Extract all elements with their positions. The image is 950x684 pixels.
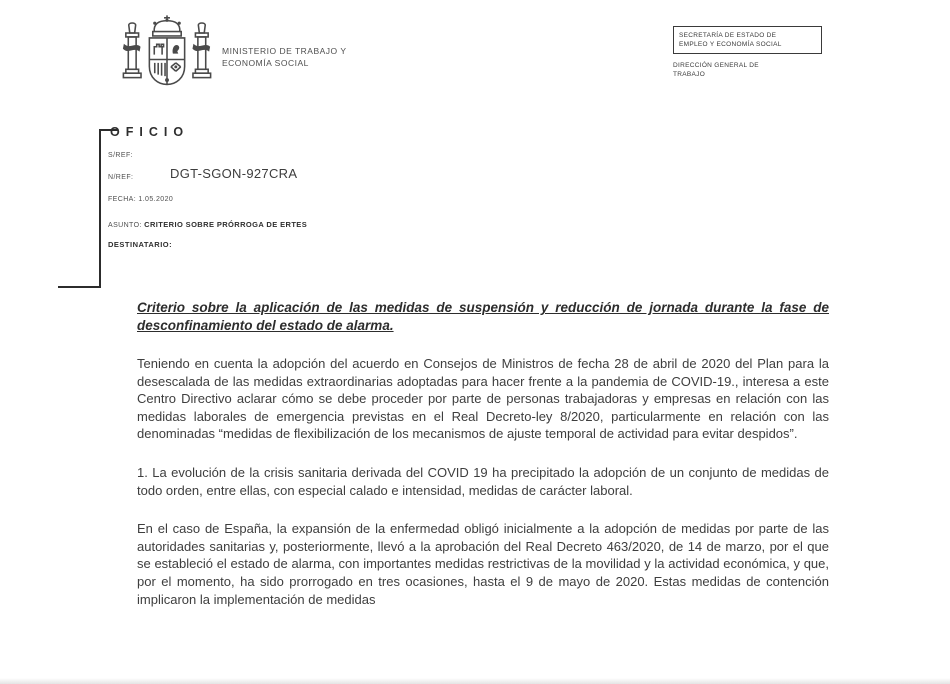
reference-bracket-line <box>55 122 125 299</box>
nref-label: N/REF: <box>108 174 134 181</box>
page-cutoff-shade <box>0 678 950 684</box>
spain-coat-of-arms-icon <box>118 11 216 111</box>
destinatario-label: DESTINATARIO: <box>108 240 173 249</box>
sref-label: S/REF: <box>108 152 133 159</box>
direccion-line1: DIRECCIÓN GENERAL DE <box>673 62 759 69</box>
paragraph-1: Teniendo en cuenta la adopción del acuerdo en Consejos de Ministros de fecha 28 de abril de 2020 del Plan para la desescalada de las medidas extraordinarias adoptadas para hacer frente a la pandemia de COVID-19., interesa a este Centro Directivo aclarar cómo se debe proceder por parte de personas trabajadoras y empresas en relación con las medidas laborales de emergencia previstas en el Real Decreto-ley 8/2020, particularmente en relación con las denominadas “medidas de flexibilización de los mecanismos de ajuste temporal de actividad para evitar despidos”. <box>137 356 829 442</box>
nref-value: DGT-SGON-927CRA <box>170 166 298 181</box>
document-title: Criterio sobre la aplicación de las medidas de suspensión y reducción de jornada durante la fase de desconfinamiento del estado de alarma. <box>137 300 829 333</box>
direccion-line2: TRABAJO <box>673 71 706 78</box>
asunto-row <box>108 220 307 229</box>
ministry-name <box>222 45 347 69</box>
secretaria-line1: SECRETARÍA DE ESTADO DE <box>679 32 777 39</box>
secretaria-line2: EMPLEO Y ECONOMÍA SOCIAL <box>679 41 782 48</box>
asunto-value: CRITERIO SOBRE PRÓRROGA DE ERTES <box>144 220 308 229</box>
paragraph-2: 1. La evolución de la crisis sanitaria derivada del COVID 19 ha precipitado la adopción de un conjunto de medidas de todo orden, entre ellas, con especial calado e intensidad, medidas de carácter laboral. <box>137 464 829 498</box>
ministry-line1: MINISTERIO DE TRABAJO Y <box>222 46 347 56</box>
direccion-general <box>673 61 759 79</box>
secretaria-estado-box <box>673 26 822 54</box>
paragraph-3: En el caso de España, la expansión de la enfermedad obligó inicialmente a la adopción de medidas por parte de las autoridades sanitarias y, posteriormente, llevó a la aprobación del Real Decreto 463/2020, de 14 de marzo, por el que se estableció el estado de alarma, con importantes medidas restrictivas de la movilidad y la actividad económica, y que, por el momento, ha sido prorrogado en tres ocasiones, hasta el 9 de mayo de 2020. Estas medidas de contención implicaron la implementación de medidas <box>137 521 829 607</box>
oficio-heading: OFICIO <box>110 125 190 139</box>
asunto-label: ASUNTO: <box>108 222 142 229</box>
ministry-line2: ECONOMÍA SOCIAL <box>222 58 309 68</box>
fecha-label: FECHA: 1.05.2020 <box>108 196 174 203</box>
document-body <box>137 299 829 629</box>
